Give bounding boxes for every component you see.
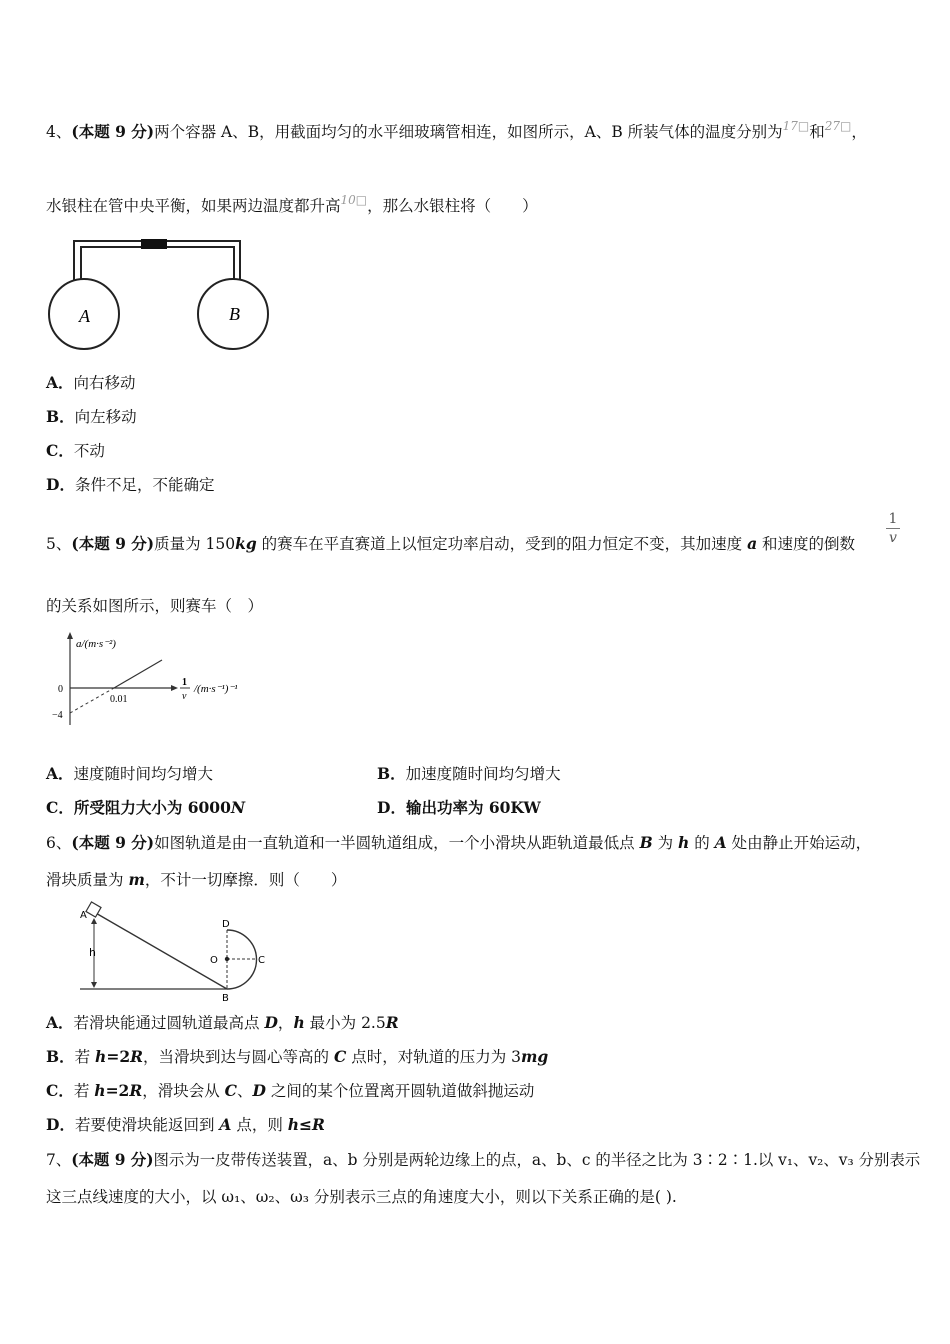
q6-option-a xyxy=(46,1013,399,1033)
option-key: C． xyxy=(46,798,74,817)
option-var: R xyxy=(385,1013,399,1032)
q6-score: (本题 9 分) xyxy=(71,833,155,852)
option-text: 之间的某个位置离开圆轨道做斜抛运动 xyxy=(265,1082,535,1100)
option-text: ，滑块会从 xyxy=(142,1082,225,1100)
q5-option-d xyxy=(377,798,541,818)
option-text: 若 xyxy=(74,1048,96,1066)
q6-figure xyxy=(74,898,304,1006)
option-text: =2 xyxy=(105,1081,130,1100)
center-point xyxy=(225,957,229,961)
q6-line1 xyxy=(46,833,871,853)
solid-line xyxy=(114,660,162,688)
q5-text: 的赛车在平直赛道上以恒定功率启动，受到的阻力恒定不变，其加速度 xyxy=(256,535,748,553)
q6-number: 6、 xyxy=(46,834,72,852)
q6-text: 如图轨道是由一直轨道和一半圆轨道组成，一个小滑块从距轨道最低点 xyxy=(154,834,640,852)
point-a: A xyxy=(80,910,87,921)
q5-option-a xyxy=(46,764,213,784)
var-b: B xyxy=(639,833,653,852)
option-text: ，当滑块到达与圆心等高的 xyxy=(143,1048,334,1066)
option-var: D xyxy=(264,1013,278,1032)
q4-temp-a: 17□ xyxy=(782,119,810,133)
q6-text: 处由静止开始运动， xyxy=(726,834,872,852)
option-text: 向左移动 xyxy=(74,408,137,426)
option-var: h xyxy=(95,1047,107,1066)
y-axis-arrow xyxy=(67,632,73,639)
option-text: 速度随时间均匀增大 xyxy=(73,765,214,783)
q6-option-d xyxy=(46,1115,325,1135)
q6-text: 的 xyxy=(689,834,715,852)
option-text: 所受阻力大小为 6000 xyxy=(73,798,231,817)
label-a: A xyxy=(79,306,90,326)
q4-score: (本题 9 分) xyxy=(71,122,155,141)
point-c: C xyxy=(258,955,265,966)
option-text: 若滑块能通过圆轨道最高点 xyxy=(73,1014,265,1032)
q7-text2: 这三点线速度的大小，以 ω₁、ω₂、ω₃ 分别表示三点的角速度大小，则以下关系正确的是( ). xyxy=(46,1188,677,1206)
dashed-line xyxy=(70,688,114,713)
q6-text: 滑块质量为 xyxy=(46,871,129,889)
q4-option-d xyxy=(46,475,214,495)
option-text: ， xyxy=(277,1014,294,1032)
option-var: mg xyxy=(521,1047,549,1066)
origin-label: 0 xyxy=(58,684,63,695)
option-key: D． xyxy=(377,798,406,817)
q4-comma: ， xyxy=(851,123,867,141)
option-key: B． xyxy=(377,764,406,783)
option-text: =2 xyxy=(106,1047,131,1066)
q5-option-b xyxy=(377,764,561,784)
q4-number: 4、 xyxy=(46,123,72,141)
option-var: N xyxy=(230,798,246,817)
option-var: C xyxy=(224,1081,238,1100)
q4-text2: 水银柱在管中央平衡，如果两边温度都升高 xyxy=(46,197,341,215)
option-key: D． xyxy=(46,1115,75,1134)
option-text: 、 xyxy=(237,1082,253,1100)
option-key: D． xyxy=(46,475,75,494)
option-var: h xyxy=(94,1081,106,1100)
fraction-denominator: v xyxy=(889,530,897,546)
q7-line2 xyxy=(46,1187,677,1207)
option-text: 不动 xyxy=(73,442,105,460)
q4-text3: ，那么水银柱将（ ） xyxy=(367,197,538,215)
q4-option-b xyxy=(46,407,137,427)
option-var: C xyxy=(333,1047,347,1066)
point-b: B xyxy=(222,993,229,1004)
tube-inner xyxy=(81,247,234,280)
option-text: 条件不足，不能确定 xyxy=(74,476,215,494)
q5-line1 xyxy=(46,534,855,554)
x-label-den: v xyxy=(182,691,187,702)
x-label-unit: /(m·s⁻¹)⁻¹ xyxy=(194,683,238,695)
option-text: 若要使滑块能返回到 xyxy=(74,1116,220,1134)
q4-and: 和 xyxy=(809,123,825,141)
option-text: 加速度随时间均匀增大 xyxy=(405,765,561,783)
q5-text: 和速度的倒数 xyxy=(757,535,856,553)
point-o: O xyxy=(210,955,218,966)
q6-line2 xyxy=(46,870,346,890)
q6-text: 为 xyxy=(652,834,679,852)
option-key: A． xyxy=(46,1013,74,1032)
option-key: A． xyxy=(46,373,74,392)
q5-option-c xyxy=(46,798,245,818)
option-var: h xyxy=(293,1013,305,1032)
q7-score: (本题 9 分) xyxy=(71,1150,154,1169)
incline-track xyxy=(94,912,227,989)
q7-text: 图示为一皮带传送装置，a、b 分别是两轮边缘上的点，a、b、c 的半径之比为 3∶2∶1.以 v₁、v₂、v₃ 分别表示 xyxy=(153,1151,921,1169)
option-text: 点时，对轨道的压力为 3 xyxy=(346,1048,521,1066)
point-d: D xyxy=(222,919,230,930)
q5-graph xyxy=(44,630,274,730)
var-h: h xyxy=(678,833,690,852)
height-arrow-down xyxy=(91,982,97,988)
x-label-num: 1 xyxy=(182,677,187,688)
q4-option-c xyxy=(46,441,105,461)
q4-figure xyxy=(44,236,274,352)
fraction-numerator: 1 xyxy=(886,510,900,529)
var-a: A xyxy=(714,833,727,852)
q6-option-b xyxy=(46,1047,548,1067)
var-m: m xyxy=(128,870,145,889)
q4-text: 两个容器 A、B，用截面均匀的水平细玻璃管相连，如图所示，A、B 所装气体的温度分别为 xyxy=(154,123,783,141)
y-label: a/(m·s⁻²) xyxy=(76,638,116,650)
option-var: R xyxy=(129,1081,143,1100)
mercury-column xyxy=(141,239,167,249)
q5-text2: 的关系如图所示，则赛车（ ） xyxy=(46,597,264,615)
q5-var-a: a xyxy=(747,534,758,553)
q5-line2 xyxy=(46,596,263,616)
x-intercept-label: 0.01 xyxy=(110,694,128,705)
q4-temp-b: 27□ xyxy=(824,119,852,133)
option-var: h≤R xyxy=(287,1115,325,1134)
q6-text: ，不计一切摩擦．则（ ） xyxy=(144,871,347,889)
q4-rise: 10□ xyxy=(340,193,368,207)
option-text: 输出功率为 60KW xyxy=(405,798,541,817)
option-text: 最小为 2.5 xyxy=(304,1014,386,1032)
option-text: 点，则 xyxy=(231,1116,288,1134)
q6-option-c xyxy=(46,1081,534,1101)
q5-fraction xyxy=(886,510,900,547)
option-var: A xyxy=(219,1115,232,1134)
height-arrow-up xyxy=(91,918,97,924)
x-axis-arrow xyxy=(171,685,178,691)
option-key: B． xyxy=(46,1047,75,1066)
label-b: B xyxy=(229,304,240,324)
option-key: A． xyxy=(46,764,74,783)
option-key: C． xyxy=(46,441,74,460)
q7-line1 xyxy=(46,1150,920,1170)
q5-score: (本题 9 分) xyxy=(71,534,155,553)
q4-option-a xyxy=(46,373,136,393)
intercept-label: −4 xyxy=(52,710,63,721)
option-key: B． xyxy=(46,407,75,426)
q5-number: 5、 xyxy=(46,535,72,553)
option-text: 若 xyxy=(73,1082,95,1100)
q4-line2 xyxy=(46,190,538,216)
option-var: D xyxy=(252,1081,266,1100)
option-var: R xyxy=(130,1047,143,1066)
q5-text: 质量为 150 xyxy=(154,535,236,553)
option-key: C． xyxy=(46,1081,74,1100)
q4-line1 xyxy=(46,116,867,142)
option-text: 向右移动 xyxy=(73,374,136,392)
height-label: h xyxy=(89,946,96,959)
q7-number: 7、 xyxy=(46,1151,72,1169)
q5-unit: kg xyxy=(235,534,257,553)
